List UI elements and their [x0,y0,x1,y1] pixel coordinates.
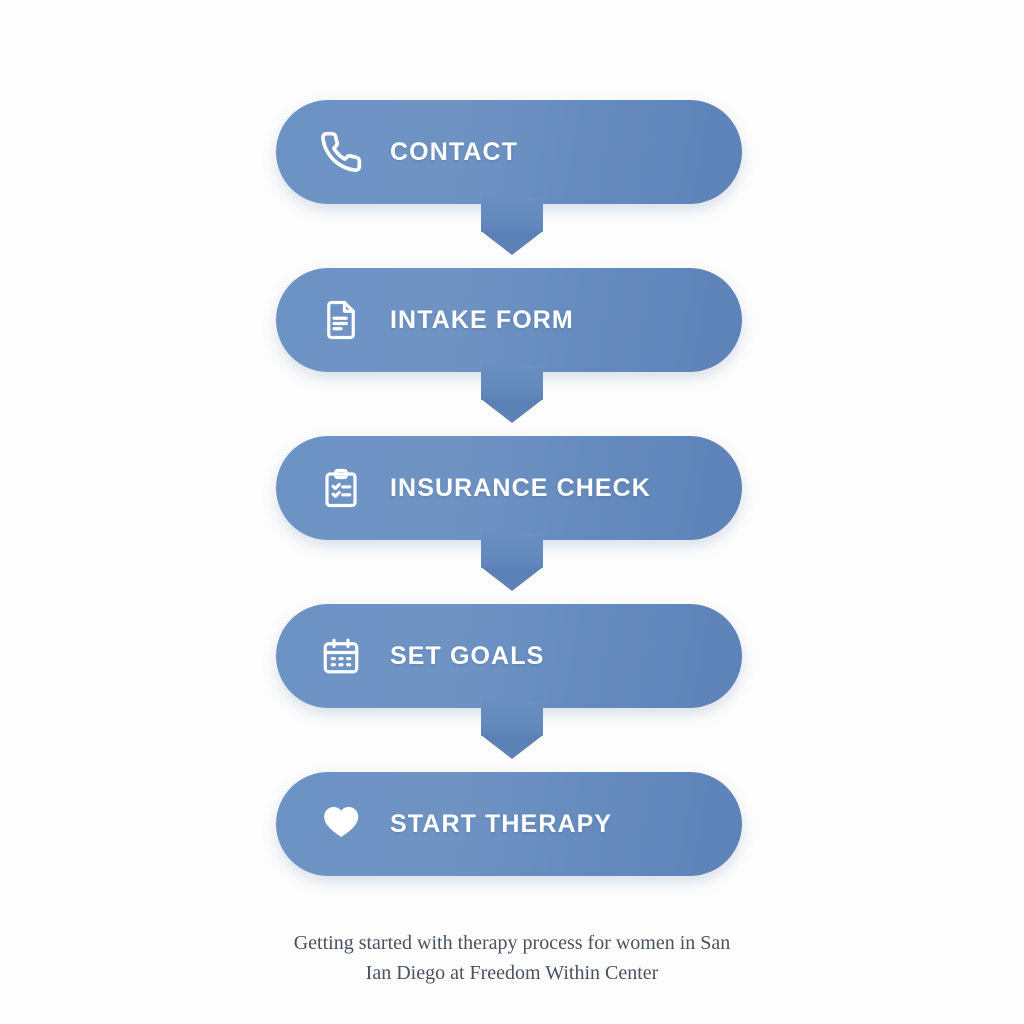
caption-line-2: Ian Diego at Freedom Within Center [365,962,659,984]
connector-2 [481,366,543,422]
flow-step-set-goals[interactable] [276,604,742,708]
step-pill[interactable] [276,604,742,708]
step-pill[interactable] [276,100,742,204]
calendar-icon [312,627,370,685]
flow-step-insurance-check[interactable] [276,436,742,540]
connector-3 [481,534,543,590]
step-pill[interactable] [276,436,742,540]
flow-step-contact[interactable] [276,100,742,204]
flow-step-intake-form[interactable] [276,268,742,372]
flow-step-start-therapy[interactable] [276,772,742,876]
connector-arrow [481,399,543,423]
heart-icon [312,795,370,853]
step-label: SET GOALS [390,641,545,670]
connector-arrow [481,231,543,255]
connector-stem [481,366,543,400]
phone-icon [312,123,370,181]
connector-stem [481,198,543,232]
step-label: CONTACT [390,137,519,166]
step-pill[interactable] [276,772,742,876]
connector-arrow [481,735,543,759]
caption-line-1: Getting started with therapy process for women in San [293,932,731,954]
step-label: START THERAPY [390,809,613,838]
connector-1 [481,198,543,254]
document-icon [312,291,370,349]
clipboard-check-icon [312,459,370,517]
connector-arrow [481,567,543,591]
connector-4 [481,702,543,758]
connector-stem [481,702,543,736]
connector-stem [481,534,543,568]
step-label: INTAKE FORM [390,305,574,334]
step-pill[interactable] [276,268,742,372]
step-label: INSURANCE CHECK [390,473,651,502]
diagram-caption [0,928,1024,988]
